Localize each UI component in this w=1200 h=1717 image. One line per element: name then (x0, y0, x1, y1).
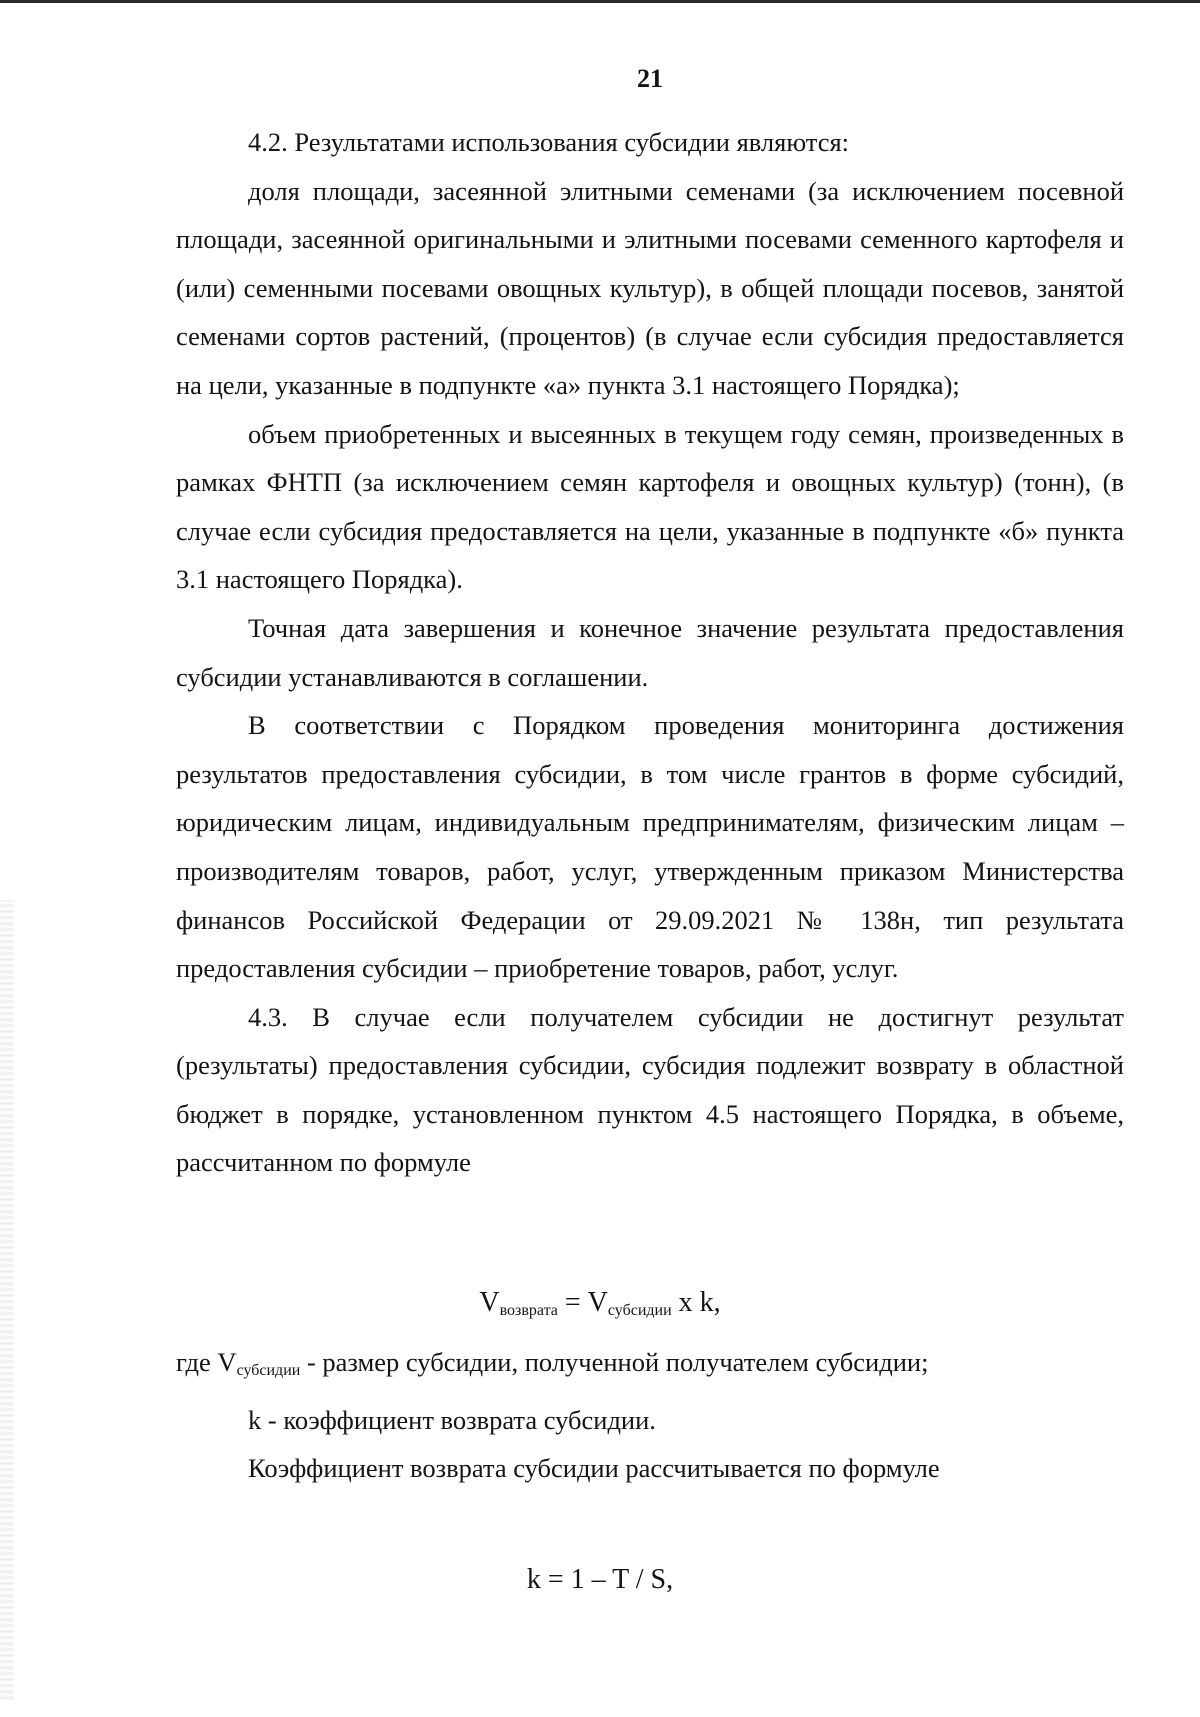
formula-rhs-symbol: V (587, 1287, 608, 1318)
date-note-paragraph: Точная дата завершения и конечное значение результата предоставления субсидии устанавливаются в соглашении. (176, 612, 1124, 692)
page-top-border (0, 0, 1200, 3)
page-number: 21 (637, 64, 663, 93)
section-4-2-heading: 4.2. Результатами использования субсидии являются: (248, 127, 850, 157)
result-1-paragraph: доля площади, засеянной элитными семенами (за исключением посевной площади, засеянной оригинальными и элитными посевами семенного картофеля и (или) семенными посевами овощных культур), в общей площади посевов, занятой семенами сортов растений, (процентов) (в случае если субсидия предоставляется на цели, указанные в подпункте «а» пункта 3.1 настоящего Порядка); (176, 175, 1124, 400)
coefficient-intro: Коэффициент возврата субсидии рассчитывается по формуле (248, 1453, 940, 1484)
where-text: - размер субсидии, полученной получателем субсидии; (300, 1347, 929, 1377)
definitions-block (176, 1338, 1124, 1493)
result-2-paragraph: объем приобретенных и высеянных в текущем году семян, произведенных в рамках ФНТП (за исключением семян картофеля и овощных культур) (тонн), (в случае если субсидия предоставляется на цели, указанные в подпункте «б» пункта 3.1 настоящего Порядка). (176, 418, 1124, 595)
coefficient-formula: k = 1 – T / S, (526, 1564, 674, 1595)
k-definition: k - коэффициент возврата субсидии. (248, 1404, 656, 1435)
main-text (176, 118, 1124, 1187)
formula-lhs-symbol: V (479, 1287, 500, 1318)
formula-factor: k, (699, 1287, 721, 1318)
monitoring-paragraph: В соответствии с Порядком проведения мониторинга достижения результатов предоставления субсидии, в том числе грантов в форме субсидий, юридическим лицам, индивидуальным предпринимателям, физическим лицам – производителям товаров, работ, услуг, утвержденным приказом Министерства финансов Российской Федерации от 29.09.2021 № 138н, тип результата предоставления субсидии – приобретение товаров, работ, услуг. (176, 710, 1124, 984)
where-definition (176, 1338, 1124, 1396)
formula-operator: x (678, 1287, 693, 1318)
where-prefix: где V (176, 1347, 237, 1377)
return-formula (0, 1287, 1200, 1320)
formula-lhs-subscript: возврата (499, 1302, 558, 1319)
formula-equals: = (564, 1287, 581, 1318)
formula-rhs-subscript: субсидии (607, 1302, 672, 1319)
where-subscript: субсидии (236, 1362, 301, 1379)
section-4-3-paragraph: 4.3. В случае если получателем субсидии не достигнут результат (результаты) предоставления субсидии, субсидия подлежит возврату в областной бюджет в порядке, установленном пунктом 4.5 настоящего Порядка, в объеме, рассчитанном по формуле (176, 1001, 1124, 1178)
